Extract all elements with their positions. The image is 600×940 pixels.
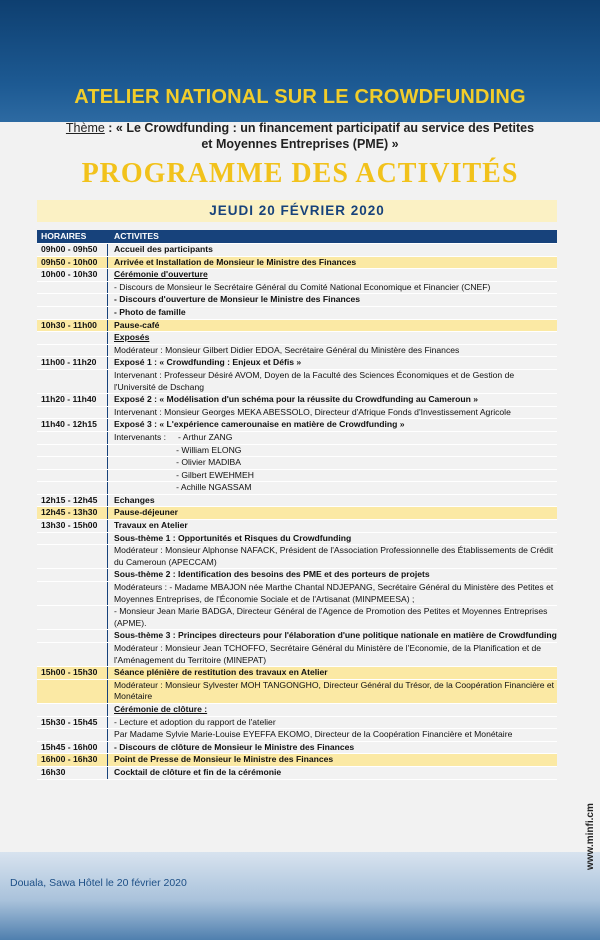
table-row [37,533,557,546]
website-url [573,780,596,870]
row-activity: - Lecture et adoption du rapport de l'atelier [107,717,557,729]
row-activity: Exposé 2 : « Modélisation d'un schéma pour la réussite du Crowdfunding au Cameroun » [107,394,557,406]
row-time [37,606,107,629]
row-time: 11h20 - 11h40 [41,394,97,405]
table-row [37,680,557,704]
table-row [37,545,557,569]
row-time [37,470,107,482]
table-row [37,729,557,742]
row-time [37,332,107,344]
row-time [37,407,107,419]
row-activity: - Discours de Monsieur le Secrétaire Général du Comité National Economique et Financier (CNEF) [107,282,557,294]
row-time: 15h45 - 16h00 [41,741,98,752]
page-title: ATELIER NATIONAL SUR LE CROWDFUNDING [74,86,526,108]
row-activity: Exposés [107,332,557,344]
row-time [37,704,107,716]
table-row [37,294,557,307]
table-row [37,269,557,282]
table-row [37,754,557,767]
row-activity: - Photo de famille [107,307,557,319]
row-time [37,445,107,457]
row-activity: Intervenants : - Arthur ZANG [107,432,557,444]
row-time [37,680,107,703]
table-row [37,332,557,345]
row-time [37,457,107,469]
row-time: 16h00 - 16h30 [41,754,98,765]
table-row [37,495,557,508]
theme-text [60,120,540,152]
table-row [37,394,557,407]
row-activity: Modérateur : Monsieur Sylvester MOH TANGONGHO, Directeur Général du Trésor, de la Coopération Financière et Monétaire [107,680,557,703]
row-time: 11h40 - 12h15 [41,419,97,430]
table-row [37,370,557,394]
row-activity: Exposé 3 : « L'expérience camerounaise en matière de Crowdfunding » [107,419,557,431]
row-activity: Cocktail de clôture et fin de la cérémonie [107,767,557,779]
row-activity: Point de Presse de Monsieur le Ministre des Finances [107,754,557,766]
table-row [37,643,557,667]
row-time [37,582,107,605]
row-activity: Echanges [107,495,557,507]
table-row [37,357,557,370]
table-header [37,230,557,244]
row-activity: Travaux en Atelier [107,520,557,532]
row-activity: - Achille NGASSAM [107,482,557,494]
row-time [37,643,107,666]
row-activity: Sous-thème 3 : Principes directeurs pour l'élaboration d'une politique nationale en matière de Crowdfunding [107,630,557,642]
table-row [37,457,557,470]
row-time [37,307,107,319]
row-time: 10h00 - 10h30 [41,269,98,280]
row-activity: Exposé 1 : « Crowdfunding : Enjeux et Défis » [107,357,557,369]
schedule-table [37,230,557,780]
table-row [37,345,557,358]
row-activity: Séance plénière de restitution des travaux en Atelier [107,667,557,679]
row-time: 11h00 - 11h20 [41,357,97,368]
row-time [37,482,107,494]
row-activity: - Monsieur Jean Marie BADGA, Directeur Général de l'Agence de Promotion des Petites et Moyennes Entreprises (APME). [107,606,557,629]
table-row [37,257,557,270]
row-time [37,533,107,545]
table-row [37,244,557,257]
row-activity: Modérateur : Monsieur Jean TCHOFFO, Secrétaire Général du Ministère de l'Economie, de la Planification et de l'Aménagement du Territoire (MINEPAT) [107,643,557,666]
row-activity: Arrivée et Installation de Monsieur le Ministre des Finances [107,257,557,269]
table-row [37,320,557,333]
row-activity: Par Madame Sylvie Marie-Louise EYEFFA EKOMO, Directeur de la Coopération Financière et Monétaire [107,729,557,741]
row-activity: Cérémonie d'ouverture [107,269,557,281]
table-row [37,307,557,320]
row-time [37,729,107,741]
row-activity: Modérateurs : - Madame MBAJON née Marthe Chantal NDJEPANG, Secrétaire Général du Ministère des Petites et Moyennes Entreprises, de l'Économie Sociale et de l'Artisanat (MINPMEESA) ; [107,582,557,605]
table-row [37,419,557,432]
table-row [37,767,557,780]
row-activity: Pause-déjeuner [107,507,557,519]
row-time: 16h30 [41,766,66,777]
row-time [37,432,107,444]
row-time: 09h50 - 10h00 [41,256,98,267]
row-time [37,630,107,642]
row-activity: - William ELONG [107,445,557,457]
row-activity: Intervenant : Professeur Désiré AVOM, Doyen de la Faculté des Sciences Économiques et de Gestion de l'Université de Dschang [107,370,557,393]
theme-label: Thème [65,121,105,135]
row-activity: Modérateur : Monsieur Alphonse NAFACK, Président de l'Association Professionnelle des Établissements de Crédit du Cameroun (APECCAM) [107,545,557,568]
row-activity: Cérémonie de clôture : [107,704,557,716]
table-row [37,704,557,717]
website-url-text: www.minfi.cm [585,803,596,870]
table-row [37,407,557,420]
row-time: 12h45 - 13h30 [41,507,98,518]
row-activity: - Gilbert EWEHMEH [107,470,557,482]
row-activity: - Discours d'ouverture de Monsieur le Ministre des Finances [107,294,557,306]
row-time [37,294,107,306]
row-time [37,545,107,568]
row-activity: Accueil des participants [107,244,557,256]
row-time: 15h30 - 15h45 [41,716,98,727]
table-row [37,470,557,483]
header-activity: ACTIVITES [107,230,557,243]
row-activity: Sous-thème 1 : Opportunités et Risques du Crowdfunding [107,533,557,545]
row-time: 10h30 - 11h00 [41,319,97,330]
table-row [37,445,557,458]
row-time: 09h00 - 09h50 [41,244,98,254]
programme-title: PROGRAMME DES ACTIVITÉS [81,158,519,189]
footer-location: Douala, Sawa Hôtel le 20 février 2020 [10,877,187,889]
table-row [37,569,557,582]
table-row [37,282,557,295]
header-time: HORAIRES [41,231,87,241]
table-row [37,582,557,606]
row-activity: - Olivier MADIBA [107,457,557,469]
row-activity: Sous-thème 2 : Identification des besoins des PME et des porteurs de projets [107,569,557,581]
day-heading: JEUDI 20 FÉVRIER 2020 [37,200,557,222]
table-row [37,717,557,730]
table-row [37,520,557,533]
table-row [37,606,557,630]
row-activity: Intervenant : Monsieur Georges MEKA ABESSOLO, Directeur d'Afrique Fonds d'Investissement Agricole [107,407,557,419]
row-time [37,282,107,294]
row-time: 13h30 - 15h00 [41,520,98,531]
row-activity: - Discours de clôture de Monsieur le Ministre des Finances [107,742,557,754]
table-row [37,667,557,680]
row-activity: Pause-café [107,320,557,332]
row-time [37,345,107,357]
row-time [37,569,107,581]
row-time: 15h00 - 15h30 [41,667,98,678]
row-time [37,370,107,393]
bottom-banner [0,852,600,940]
table-row [37,507,557,520]
row-activity: Modérateur : Monsieur Gilbert Didier EDOA, Secrétaire Général du Ministère des Finances [107,345,557,357]
table-row [37,482,557,495]
table-row [37,630,557,643]
theme-value: : « Le Crowdfunding : un financement participatif au service des Petites et Moyennes Entreprises (PME) » [104,121,535,151]
row-time: 12h15 - 12h45 [41,494,98,505]
table-row [37,432,557,445]
table-row [37,742,557,755]
